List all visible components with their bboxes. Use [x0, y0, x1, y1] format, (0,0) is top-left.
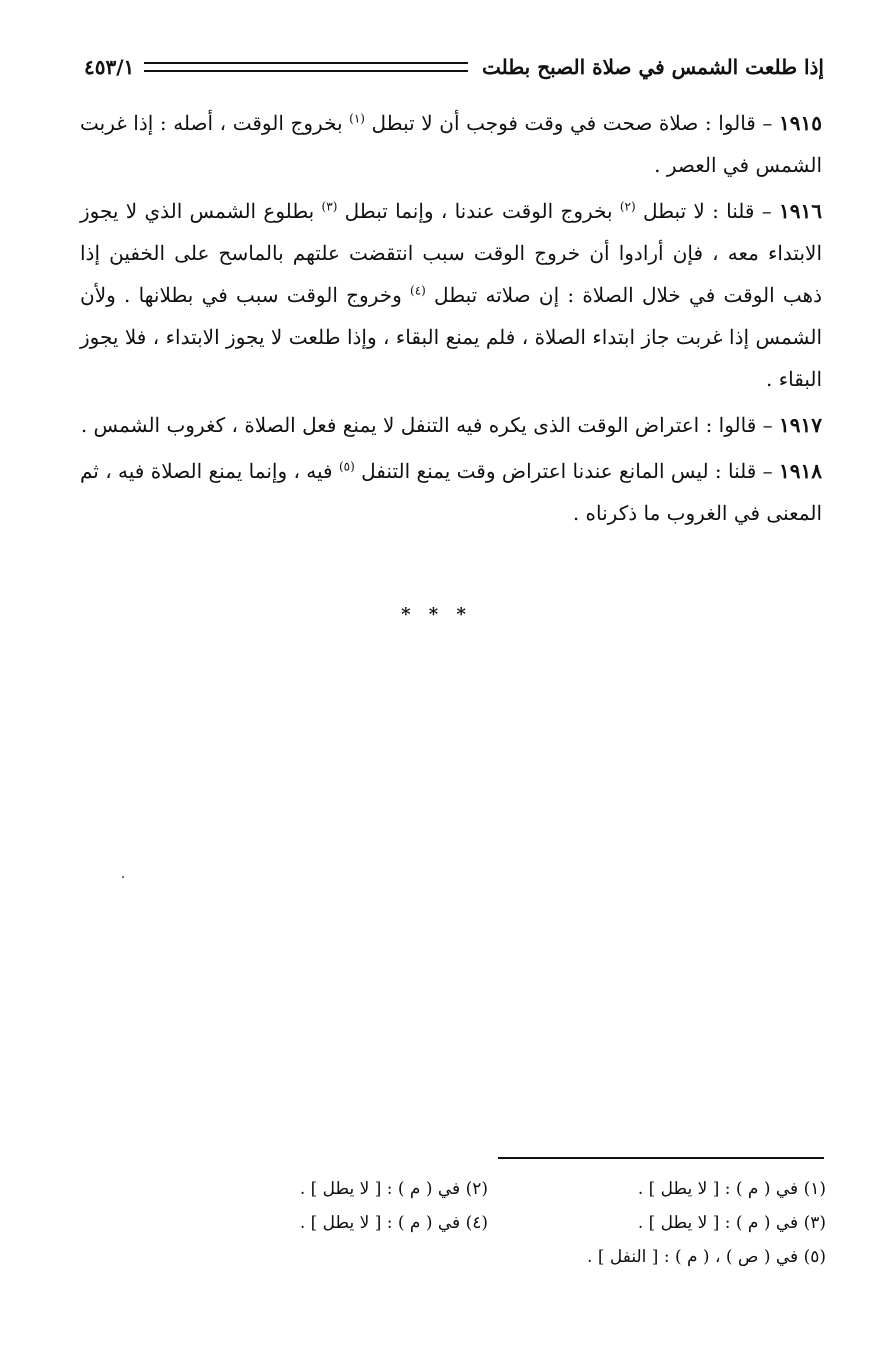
footnotes — [150, 1172, 826, 1274]
paragraph-1917 — [80, 404, 822, 446]
paragraph-1916 — [80, 190, 822, 400]
footnote-ref: (٤) — [410, 283, 426, 298]
paragraph-number: ١٩١٨ — [779, 459, 823, 483]
footnote-rule — [498, 1157, 824, 1159]
footnote-row — [150, 1206, 826, 1240]
running-header — [84, 50, 824, 84]
footnote-3: (٣) في ( م ) : [ لا يطل ] . — [637, 1213, 826, 1233]
section-separator: * * * — [401, 604, 472, 625]
paragraph-text: بخروج الوقت عندنا ، وإنما تبطل — [337, 199, 620, 223]
footnote-row — [150, 1172, 826, 1206]
footnote-2: (٢) في ( م ) : [ لا يطل ] . — [299, 1179, 488, 1199]
scan-speck — [122, 876, 124, 878]
footnote-5: (٥) في ( ص ) ، ( م ) : [ النفل ] . — [587, 1247, 826, 1267]
footnote-ref: (٣) — [321, 199, 338, 214]
header-double-rule — [144, 62, 468, 72]
footnote-ref: (١) — [349, 111, 365, 126]
paragraph-text: فيه ، وإنما يمنع الصلاة فيه ، ثم المعنى في الغروب ما ذكرناه . — [80, 459, 822, 525]
paragraph-1915 — [80, 102, 822, 186]
paragraph-1918 — [80, 450, 822, 534]
footnote-4: (٤) في ( م ) : [ لا يطل ] . — [299, 1213, 488, 1233]
paragraph-number: ١٩١٥ — [779, 111, 822, 135]
paragraph-text: – قلنا : لا تبطل — [635, 199, 780, 223]
paragraph-text: – قالوا : صلاة صحت في وقت فوجب أن لا تبطل — [364, 111, 780, 135]
paragraph-text: – قلنا : ليس المانع عندنا اعتراض وقت يمنع التنفل — [354, 459, 780, 483]
footnote-ref: (٥) — [338, 459, 355, 474]
footnote-ref: (٢) — [619, 199, 636, 214]
paragraph-text: بخروج الوقت ، أصله : إذا غربت الشمس في العصر . — [80, 111, 822, 177]
paragraph-number: ١٩١٦ — [779, 199, 823, 223]
main-text — [80, 102, 822, 538]
header-title: إذا طلعت الشمس في صلاة الصبح بطلت — [482, 55, 824, 79]
paragraph-text: وخروج الوقت سبب في بطلانها . ولأن الشمس إذا غربت جاز ابتداء الصلاة ، فلم يمنع البقاء ، وإذا طلعت لا يجوز الابتداء ، فلا يجوز البقاء . — [80, 283, 823, 391]
footnote-row — [150, 1240, 826, 1274]
paragraph-text: – قالوا : اعتراض الوقت الذى يكره فيه التنفل لا يمنع فعل الصلاة ، كغروب الشمس . — [80, 413, 780, 437]
paragraph-text: بطلوع الشمس الذي لا يجوز الابتداء معه ، فإن أرادوا أن خروج الوقت سبب انتقضت علتهم بالماسح على الخفين إذا ذهب الوقت في خلال الصلاة : إن صلاته تبطل — [80, 199, 822, 307]
page-number: ٤٥٣/١ — [84, 55, 135, 79]
paragraph-number: ١٩١٧ — [779, 413, 822, 437]
footnote-1: (١) في ( م ) : [ لا يطل ] . — [637, 1179, 826, 1199]
